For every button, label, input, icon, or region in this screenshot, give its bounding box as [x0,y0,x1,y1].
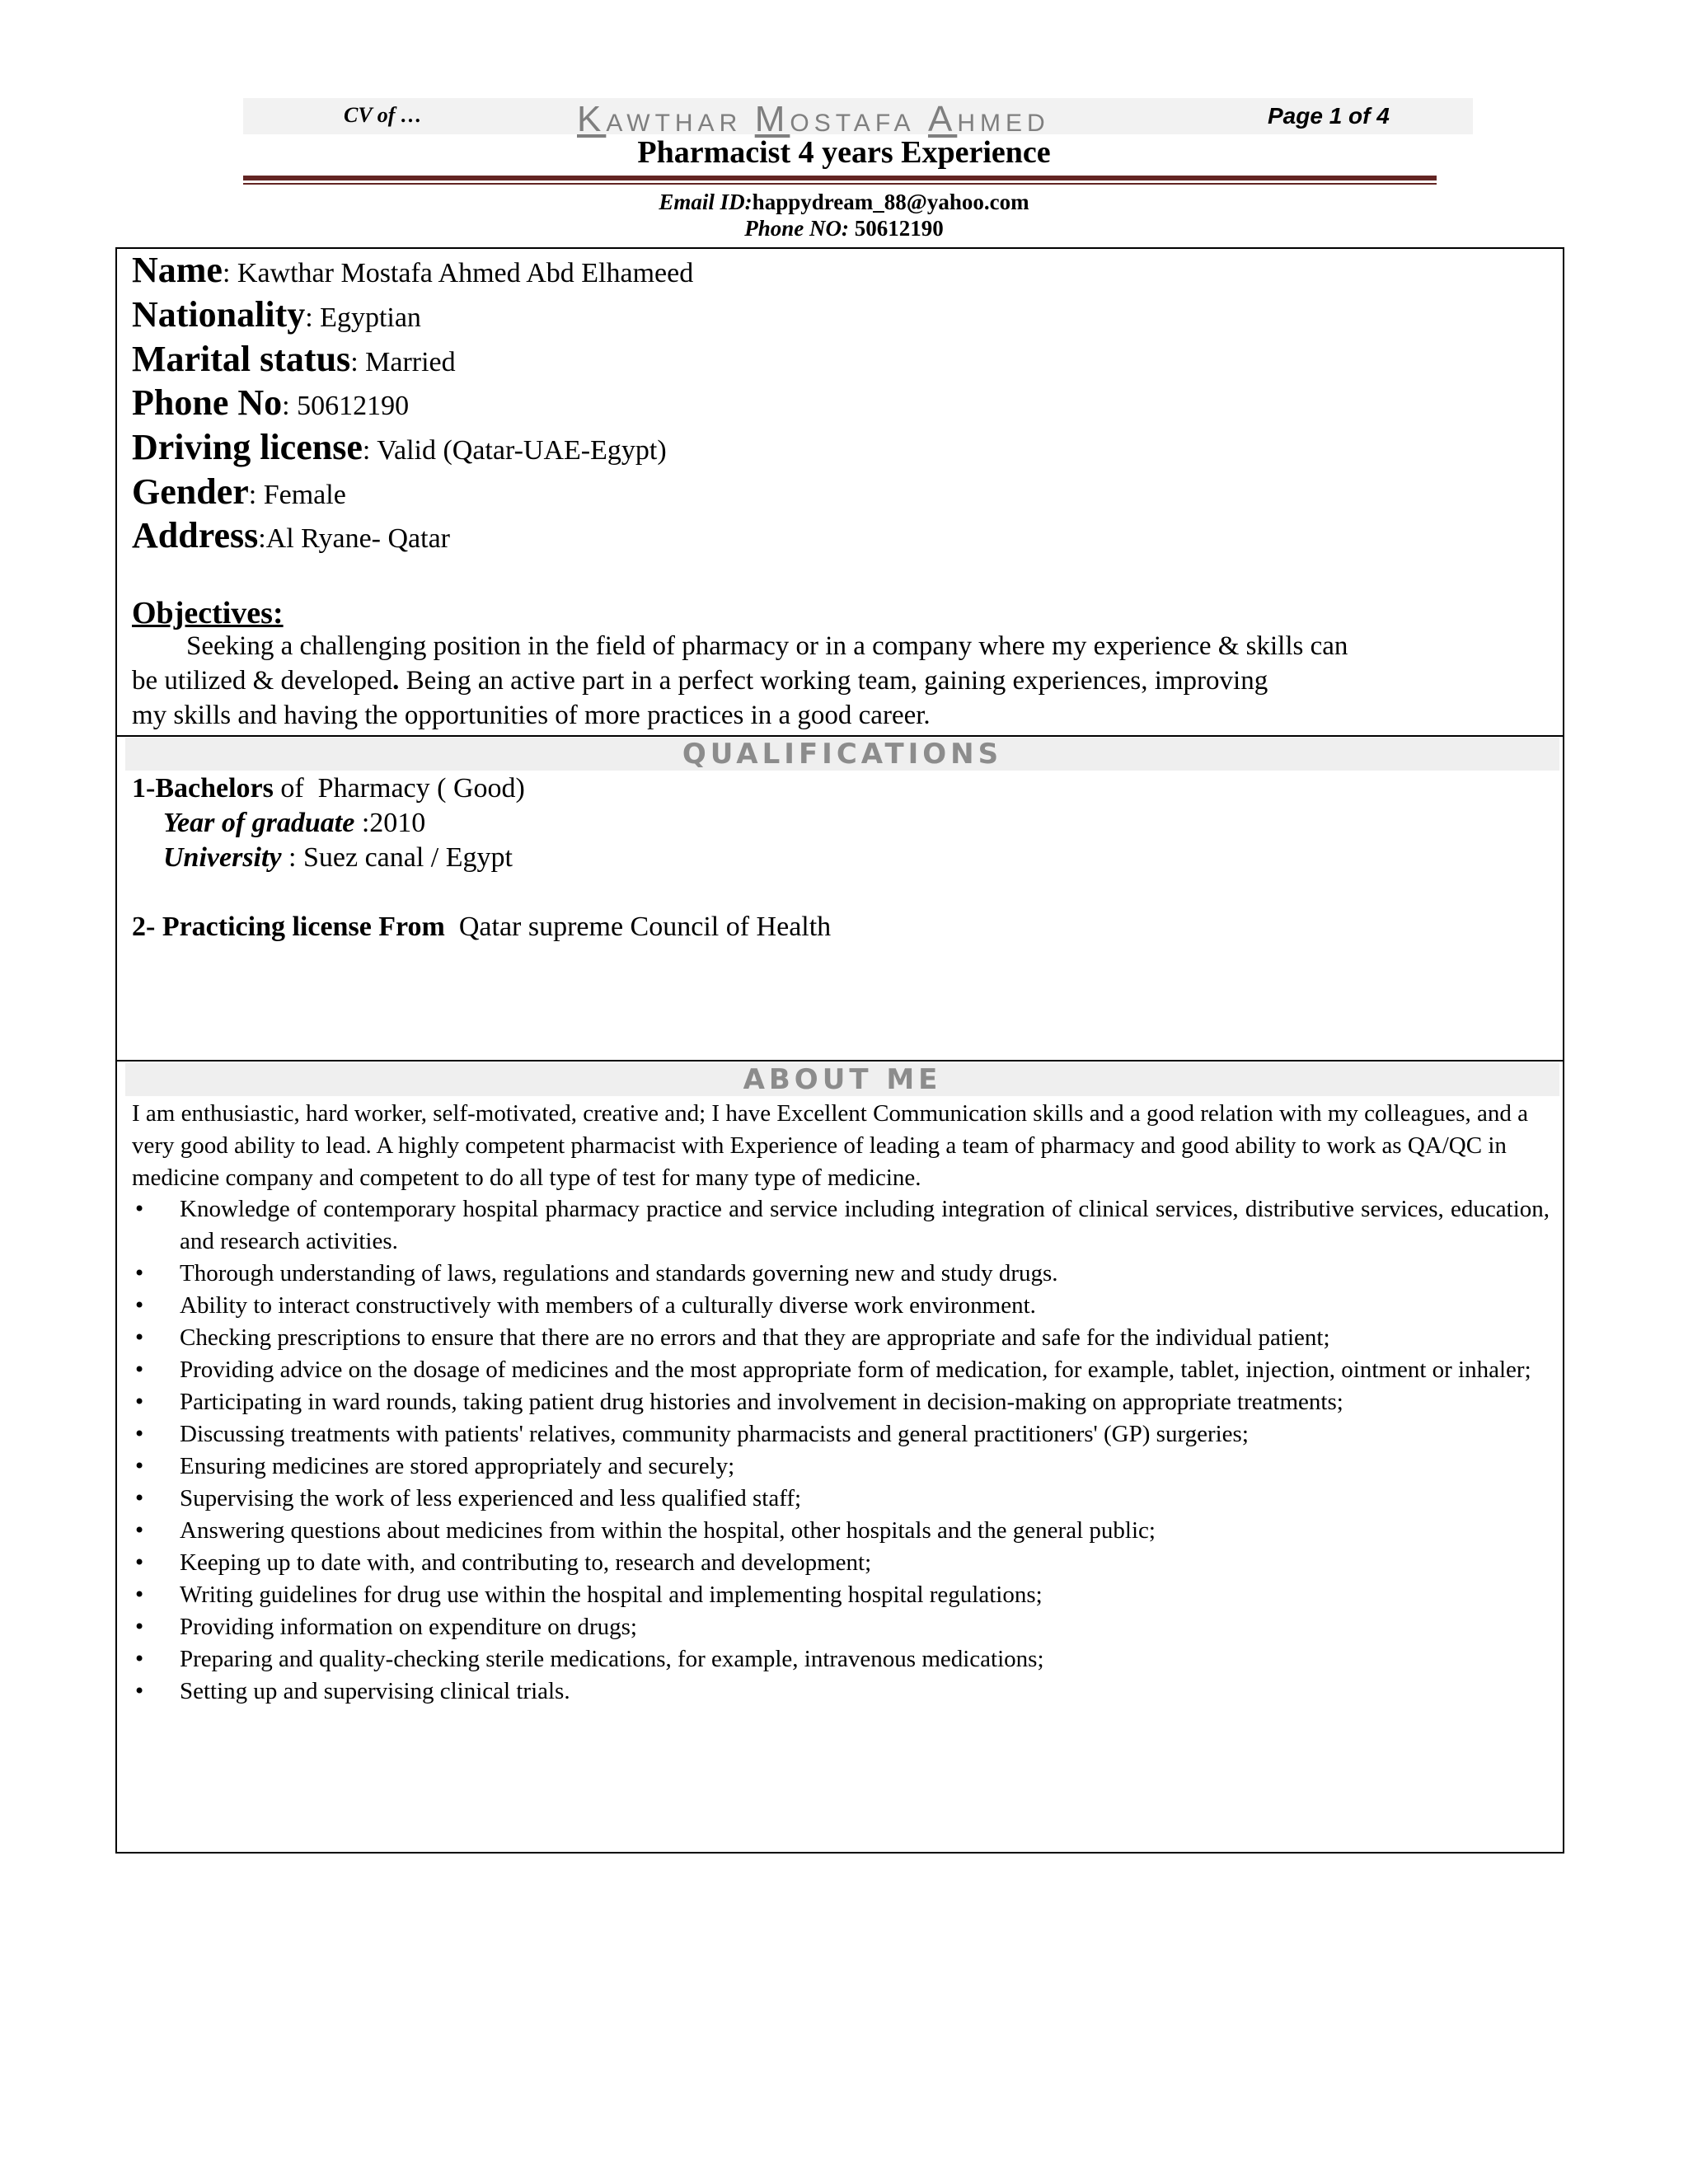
name-rest-1: AWTHAR [606,110,743,137]
university-line [163,842,513,874]
name-rest-3: HMED [957,110,1050,137]
list-item [132,1643,1550,1675]
personal-value: : Female [248,480,346,510]
phone-label: Phone NO: [744,216,849,241]
bullet-icon: • [134,1487,146,1510]
list-item [132,1515,1550,1547]
list-item-text: Supervising the work of less experienced and less qualified staff; [180,1485,802,1511]
list-item-text: Checking prescriptions to ensure that there are no errors and that they are appropriate and safe for the individual patient; [180,1324,1330,1351]
objectives-title-text: Objectives [132,596,273,630]
list-item-text: Writing guidelines for drug use within the hospital and implementing hospital regulations; [180,1582,1043,1608]
personal-marital-row [132,338,456,380]
list-item-text: Thorough understanding of laws, regulations and standards governing new and study drugs. [180,1260,1058,1286]
cv-of-label: CV of … [344,103,422,127]
personal-value: : Married [350,347,456,377]
list-item-text: Preparing and quality-checking sterile medications, for example, intravenous medications; [180,1646,1044,1672]
list-item-text: Keeping up to date with, and contributing to, research and development; [180,1549,872,1576]
personal-value: :Al Ryane- Qatar [258,523,451,554]
list-item [132,1258,1550,1290]
bullet-icon: • [134,1551,146,1574]
about-me-heading: ABOUT ME [125,1063,1559,1096]
list-item [132,1193,1550,1258]
personal-gender-row [132,471,346,513]
personal-key: Marital status [132,339,351,379]
list-item-text: Providing advice on the dosage of medicines and the most appropriate form of medication, for example, tablet, injection, ointment or inhaler; [180,1357,1531,1383]
license-line [132,912,831,943]
about-me-paragraph: I am enthusiastic, hard worker, self-motivated, creative and; I have Excellent Communication skills and a good relation with my colleagues, and a very good ability to lead. A highly competent pharmacist with Experience of leading a team of pharmacy and good ability to work as QA/QC in medicine company and competent to do all type of test for many type of medicine. [132,1100,1529,1191]
personal-value: : 50612190 [282,391,410,421]
cv-subtitle: Pharmacist 4 years Experience [637,135,1051,170]
name-initial-1: K [577,99,607,139]
list-item [132,1579,1550,1611]
university-value: : Suez canal / Egypt [281,842,513,873]
bullet-icon: • [134,1583,146,1606]
email-label: Email ID: [659,190,753,214]
list-item [132,1611,1550,1643]
bullet-icon: • [134,1615,146,1638]
list-item-text: Ability to interact constructively with members of a culturally diverse work environment. [180,1292,1036,1319]
degree-label: 1-Bachelors [132,773,274,804]
list-item-text: Knowledge of contemporary hospital pharmacy practice and service including integration of clinical services, distributive services, education, and research activities. [180,1196,1550,1254]
bullet-icon: • [134,1197,146,1221]
bullet-icon: • [134,1519,146,1542]
personal-key: Driving license [132,427,363,467]
objectives-line-1: Seeking a challenging position in the field of pharmacy or in a company where my experience & skills can [132,631,1348,661]
bullet-icon: • [134,1647,146,1671]
name-rest-2: OSTAFA [790,110,916,137]
personal-value: : Kawthar Mostafa Ahmed Abd Elhameed [222,258,694,288]
header-rule-thin [243,183,1437,185]
personal-nationality-row [132,293,421,335]
personal-key: Phone No [132,382,283,423]
list-item [132,1290,1550,1322]
bullet-icon: • [134,1294,146,1317]
list-item [132,1451,1550,1483]
objectives-line-2 [132,666,1268,696]
email-line [0,190,1688,215]
about-me-bullet-list [132,1193,1550,1708]
list-item [132,1354,1550,1386]
personal-key: Address [132,515,259,555]
list-item-text: Ensuring medicines are stored appropriately and securely; [180,1453,735,1479]
university-label: University [163,842,282,873]
personal-license-row [132,426,667,468]
list-item [132,1322,1550,1354]
bullet-icon: • [134,1455,146,1478]
personal-phone-row [132,382,409,424]
list-item-text: Participating in ward rounds, taking patient drug histories and involvement in decision-making on appropriate treatments; [180,1389,1343,1415]
license-label: 2- Practicing license From [132,912,445,942]
graduation-year-label: Year of graduate [163,808,355,838]
bullet-icon: • [134,1390,146,1413]
personal-key: Name [132,250,223,290]
header-rule-thick [243,176,1437,180]
qualifications-heading: QUALIFICATIONS [125,738,1559,771]
email-value[interactable]: happydream_88@yahoo.com [752,190,1029,214]
personal-key: Nationality [132,294,306,335]
bullet-icon: • [134,1262,146,1285]
graduation-year-line [163,808,425,839]
objectives-line-2a: be utilized & developed [132,666,393,696]
name-initial-3: A [927,99,958,139]
list-item-text: Setting up and supervising clinical trials. [180,1678,570,1704]
license-value: Qatar supreme Council of Health [444,912,832,942]
phone-value: 50612190 [849,216,944,241]
list-item-text: Discussing treatments with patients' relatives, community pharmacists and general practitioners' (GP) surgeries; [180,1421,1249,1447]
personal-name-row [132,249,693,291]
graduation-year-value: :2010 [354,808,426,838]
list-item [132,1386,1550,1418]
degree-value: of Pharmacy ( Good) [273,773,525,804]
list-item-text: Answering questions about medicines from within the hospital, other hospitals and the general public; [180,1517,1156,1544]
objectives-title [132,595,284,631]
objectives-line-2b: . [392,666,400,696]
personal-value: : Egyptian [305,302,421,333]
bullet-icon: • [134,1358,146,1381]
phone-line [0,216,1688,241]
bullet-icon: • [134,1680,146,1703]
list-item-text: Providing information on expenditure on drugs; [180,1614,637,1640]
list-item [132,1675,1550,1708]
objectives-line-2c: Being an active part in a perfect working team, gaining experiences, improving [399,666,1268,696]
degree-line [132,773,525,804]
name-initial-2: M [754,99,790,139]
page-number: Page 1 of 4 [1268,103,1390,129]
objectives-colon: : [272,596,284,630]
list-item [132,1418,1550,1451]
objectives-line-3: my skills and having the opportunities of more practices in a good career. [132,701,931,730]
bullet-icon: • [134,1422,146,1446]
list-item [132,1483,1550,1515]
personal-key: Gender [132,471,249,512]
personal-value: : Valid (Qatar-UAE-Egypt) [362,435,667,466]
personal-address-row [132,514,450,556]
list-item [132,1547,1550,1579]
bullet-icon: • [134,1326,146,1349]
